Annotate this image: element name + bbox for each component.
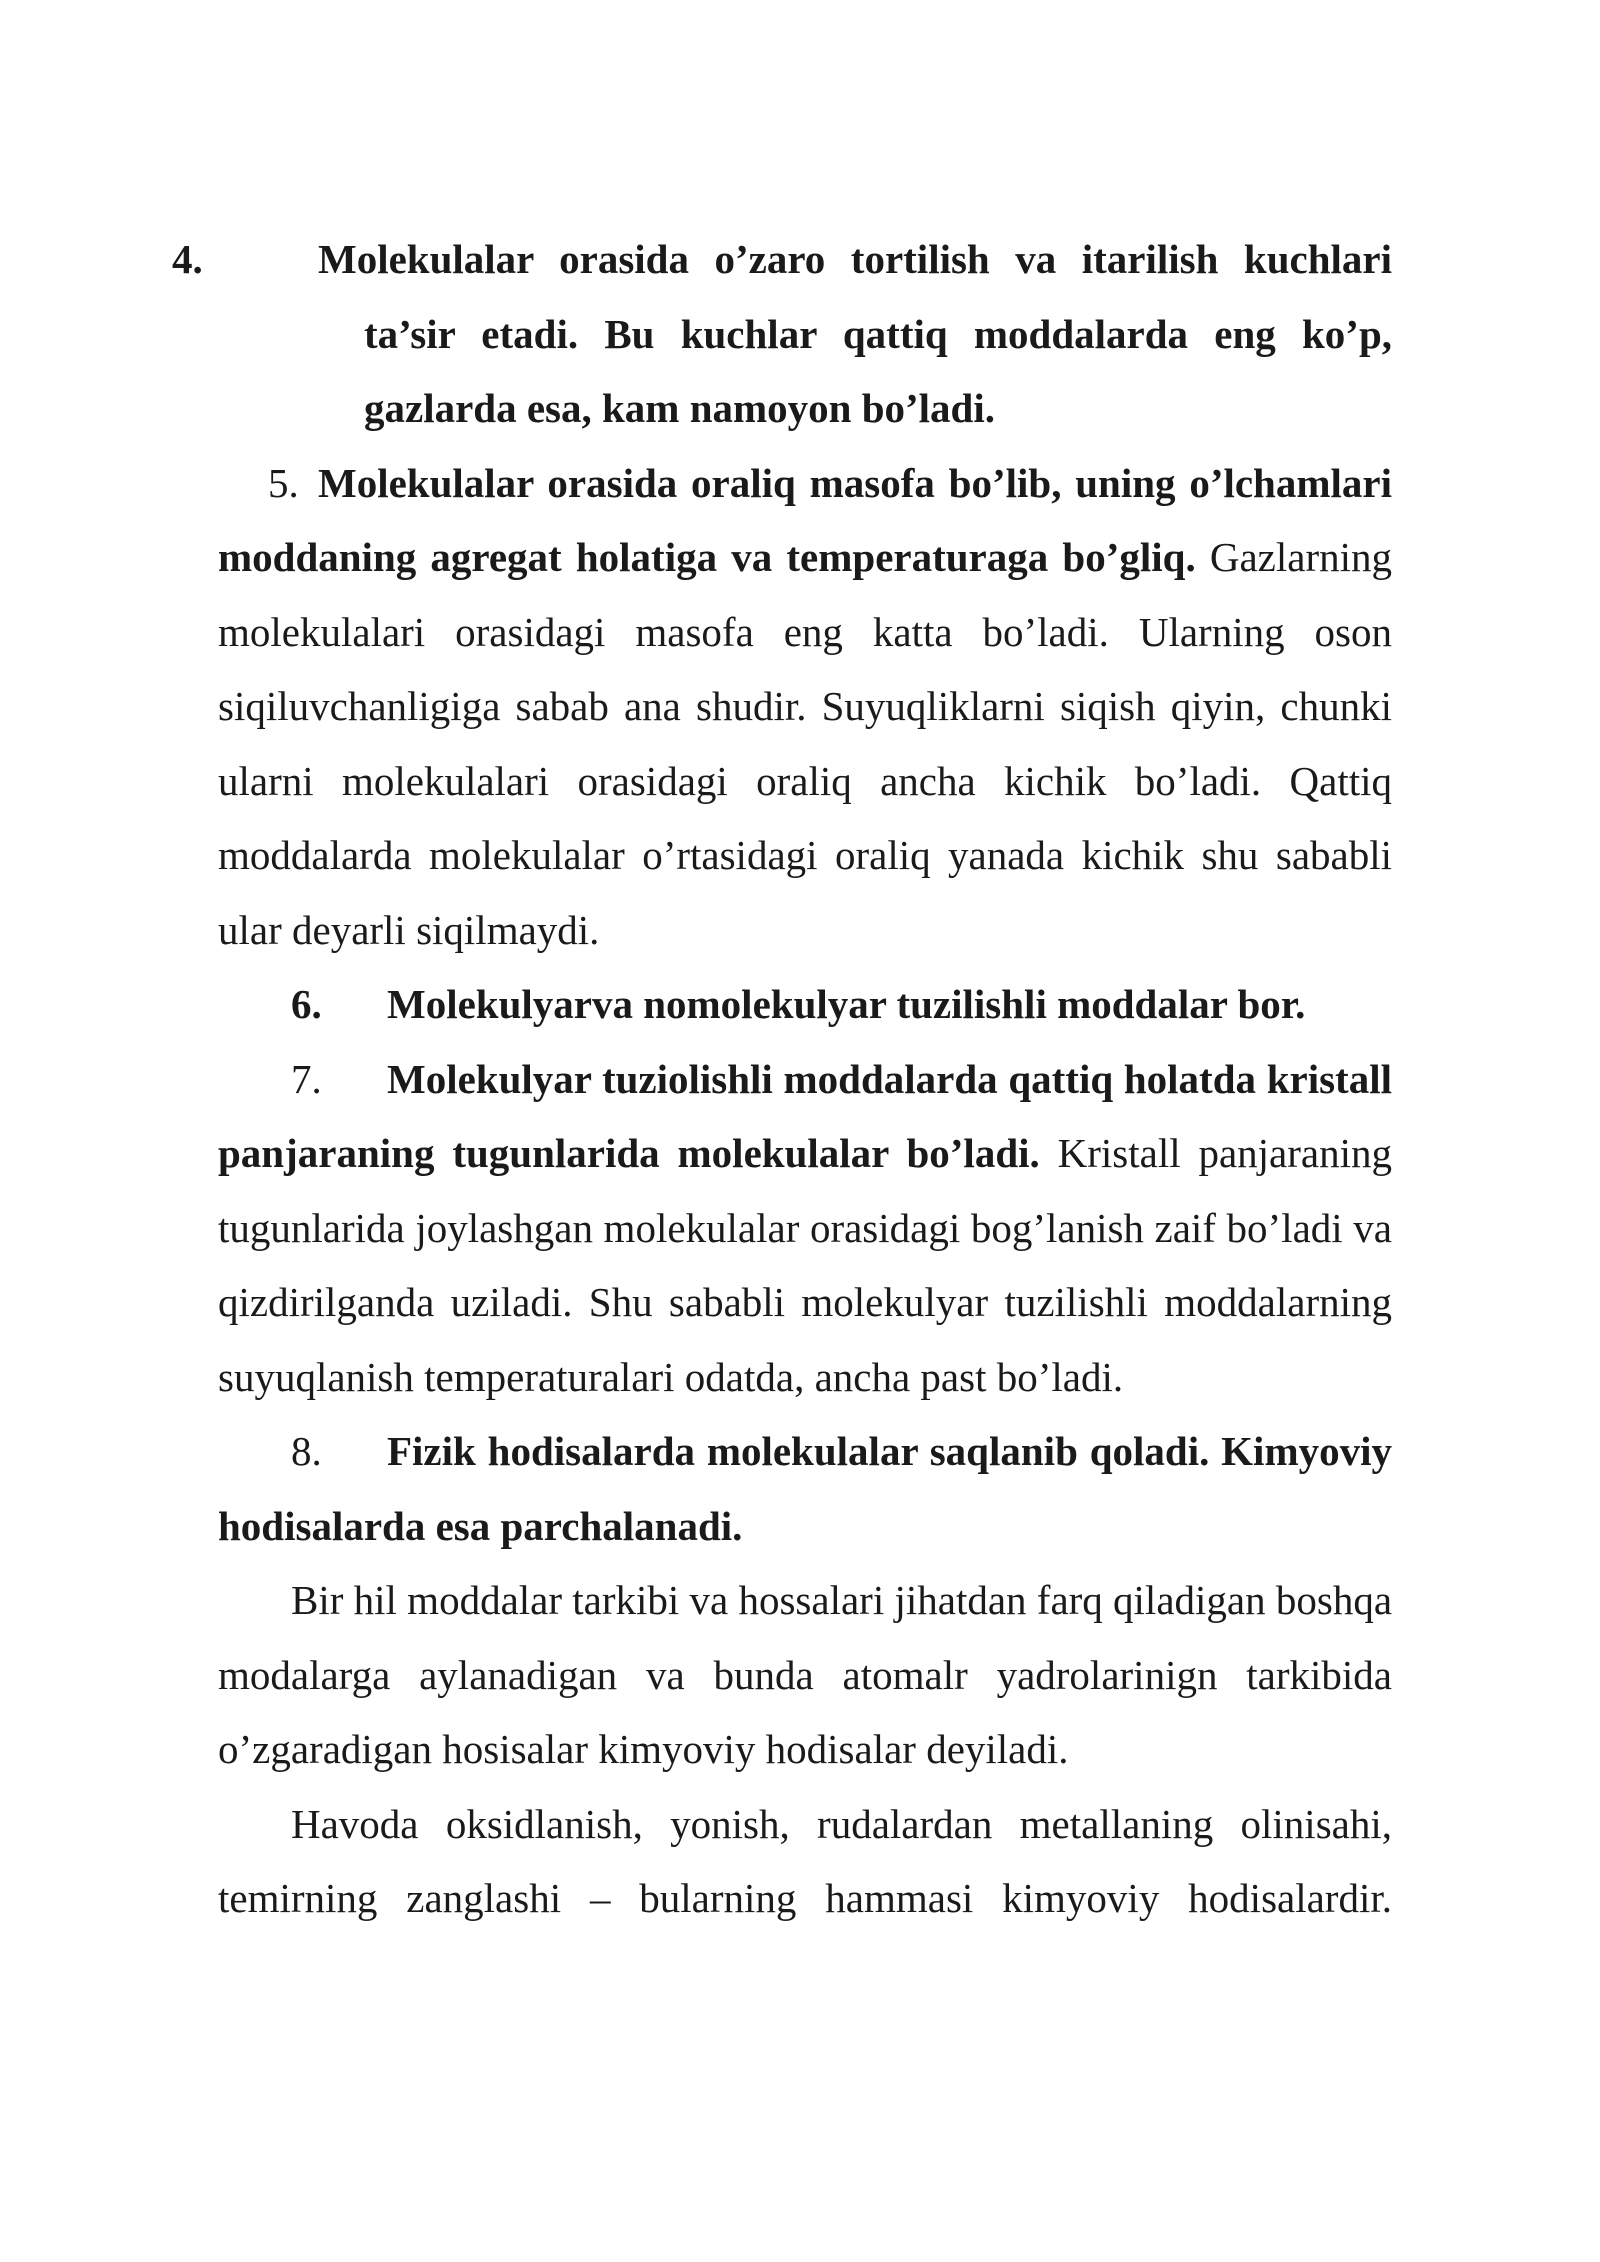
list-item-4 xyxy=(172,222,1392,446)
list-item-6 xyxy=(218,967,1392,1042)
list-item-7-bold-text: Molekulyar tuziolishli moddalarda qattiq holatda kristall panjaraning tugunlarida molekulalar bo’ladi. xyxy=(218,1055,1392,1176)
document-page xyxy=(172,222,1393,1936)
list-number-4: 4. xyxy=(172,236,203,282)
paragraph-2: Havoda oksidlanish, yonish, rudalardan metallaning olinisahi, temirning zanglashi – bularning hammasi kimyoviy hodisalardir. xyxy=(218,1800,1392,1921)
list-item-7 xyxy=(218,1042,1392,1415)
list-number-8: 8. xyxy=(291,1428,322,1474)
list-item-5-text: Gazlarning molekulalari orasidagi masofa eng katta bo’ladi. Ularning oson siqiluvchanligiga sabab ana shudir. Suyuqliklarni siqish qiyin, chunki ularni molekulalari orasidagi oraliq ancha kichik bo’ladi. Qattiq moddalarda molekulalar o’rtasidagi oraliq yanada kichik shu sababli ular deyarli siqilmaydi. xyxy=(218,534,1392,953)
paragraph-1: Bir hil moddalar tarkibi va hossalari jihatdan farq qiladigan boshqa modalarga aylanadigan va bunda atomalr yadrolarinign tarkibida o’zgaradigan hosisalar kimyoviy hodisalar deyiladi. xyxy=(218,1577,1393,1772)
list-item-7-text: Kristall panjaraning tugunlarida joylashgan molekulalar orasidagi bog’lanish zaif bo’ladi va qizdirilganda uziladi. Shu sababli molekulyar tuzilishli moddalarning suyuqlanish temperaturalari odatda, ancha past bo’ladi. xyxy=(218,1130,1392,1400)
list-item-5 xyxy=(218,446,1392,968)
list-item-8-bold-text: Fizik hodisalarda molekulalar saqlanib qoladi. Kimyoviy hodisalarda esa parchalanadi. xyxy=(218,1428,1392,1549)
list-number-6: 6. xyxy=(291,981,322,1027)
list-number-7: 7. xyxy=(291,1055,322,1102)
list-item-6-bold-text: Molekulyarva nomolekulyar tuzilishli moddalar bor. xyxy=(387,981,1306,1027)
list-item-4-text: Molekulalar orasida o’zaro tortilish va itarilish kuchlari ta’sir etadi. Bu kuchlar qattiq moddalarda eng ko’p, gazlarda esa, kam namoyon bo’ladi. xyxy=(318,236,1392,431)
list-item-5-bold-text: Molekulalar orasida oraliq masofa bo’lib, uning o’lchamlari moddaning agregat holatiga va temperaturaga bo’gliq. xyxy=(218,459,1392,580)
list-item-8 xyxy=(218,1414,1392,1563)
list-number-5: 5. xyxy=(268,459,299,506)
